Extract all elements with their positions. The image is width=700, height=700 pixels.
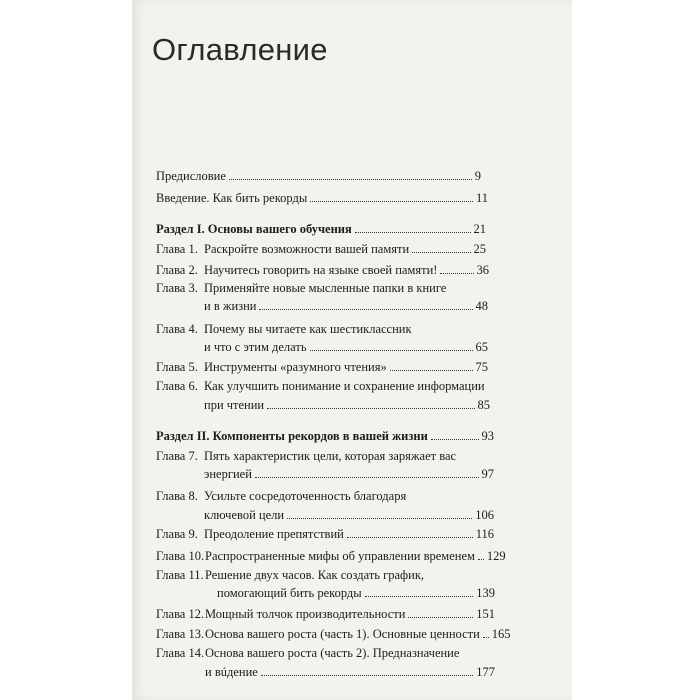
toc-chapter-label: Глава 1. bbox=[156, 242, 198, 256]
toc-entry bbox=[156, 645, 459, 661]
toc-section bbox=[156, 220, 486, 236]
toc-page-number: 48 bbox=[475, 299, 488, 313]
toc-entry-title: Основа вашего роста (часть 1). Основные ценности bbox=[205, 627, 480, 641]
toc-entry-title: Предисловие bbox=[156, 169, 226, 183]
toc-entry-continuation bbox=[217, 584, 495, 600]
toc-page-number: 93 bbox=[481, 429, 494, 443]
toc-entry bbox=[156, 625, 511, 641]
toc-entry-title: Введение. Как бить рекорды bbox=[156, 191, 308, 205]
toc-chapter-label: Глава 4. bbox=[156, 322, 198, 336]
dot-leader bbox=[347, 525, 473, 538]
toc-entry-continuation bbox=[204, 338, 488, 354]
dot-leader bbox=[483, 625, 489, 638]
toc-chapter-label: Глава 7. bbox=[156, 449, 198, 463]
toc-entry-title: Как улучшить понимание и сохранение информации bbox=[204, 379, 485, 393]
toc-section-title: Раздел II. Компоненты рекордов в вашей жизни bbox=[156, 429, 428, 443]
toc-chapter-label: Глава 14. bbox=[156, 646, 205, 660]
dot-leader bbox=[440, 261, 473, 274]
toc-entry-title: Раскройте возможности вашей памяти bbox=[204, 242, 410, 256]
dot-leader bbox=[390, 358, 473, 371]
toc-entry bbox=[156, 605, 495, 621]
toc-entry-title-cont: помогающий бить рекорды bbox=[217, 586, 362, 600]
toc-page-number: 65 bbox=[475, 340, 488, 354]
dot-leader bbox=[310, 189, 473, 202]
dot-leader bbox=[261, 663, 473, 676]
toc-entry-title: Основа вашего роста (часть 2). Предназначение bbox=[205, 646, 460, 660]
dot-leader bbox=[355, 220, 471, 233]
toc-page-number: 116 bbox=[475, 527, 494, 541]
toc-entry bbox=[156, 567, 424, 583]
toc-chapter-label: Глава 5. bbox=[156, 360, 198, 374]
toc-entry-title: Пять характеристик цели, которая заряжает вас bbox=[204, 449, 457, 463]
toc-page-number: 139 bbox=[476, 586, 495, 600]
toc-chapter-label: Глава 9. bbox=[156, 527, 198, 541]
toc-page-number: 165 bbox=[491, 627, 511, 641]
dot-leader bbox=[259, 297, 472, 310]
toc-entry bbox=[156, 321, 412, 337]
toc-section-title: Раздел I. Основы вашего обучения bbox=[156, 222, 352, 236]
toc-entry bbox=[156, 189, 488, 205]
toc-entry-title: Почему вы читаете как шестиклассник bbox=[204, 322, 412, 336]
toc-entry-title-cont: и что с этим делать bbox=[204, 340, 307, 354]
toc-entry bbox=[156, 358, 488, 374]
toc-chapter-label: Глава 3. bbox=[156, 281, 198, 295]
toc-entry-title: Распространенные мифы об управлении временем bbox=[205, 549, 475, 563]
dot-leader bbox=[365, 584, 474, 597]
toc-entry-title-cont: при чтении bbox=[204, 398, 265, 412]
toc-chapter-label: Глава 13. bbox=[156, 627, 205, 641]
dot-leader bbox=[412, 240, 470, 253]
toc-entry-title-cont: и в жизни bbox=[204, 299, 257, 313]
toc-entry-continuation bbox=[205, 663, 495, 679]
toc-page-number: 129 bbox=[486, 549, 506, 563]
toc-entry-title-cont: и вúдение bbox=[205, 665, 258, 679]
dot-leader bbox=[267, 396, 474, 409]
toc-chapter-label: Глава 10. bbox=[156, 549, 205, 563]
toc-page-number: 75 bbox=[475, 360, 488, 374]
toc-entry bbox=[156, 547, 506, 563]
toc-entry-continuation bbox=[204, 297, 488, 313]
toc-entry bbox=[156, 378, 485, 394]
toc-page-number: 106 bbox=[475, 508, 494, 522]
toc-entry bbox=[156, 167, 481, 183]
toc-entry bbox=[156, 525, 494, 541]
dot-leader bbox=[431, 427, 479, 440]
toc-page-number: 25 bbox=[473, 242, 486, 256]
dot-leader bbox=[255, 465, 479, 478]
toc-entry-title: Преодоление препятствий bbox=[204, 527, 344, 541]
toc-entry-continuation bbox=[204, 465, 494, 481]
dot-leader bbox=[408, 605, 473, 618]
toc-page-number: 97 bbox=[481, 467, 494, 481]
toc-entry bbox=[156, 261, 489, 277]
dot-leader bbox=[287, 506, 472, 519]
toc-entry-continuation bbox=[204, 396, 490, 412]
toc-page-number: 9 bbox=[474, 169, 481, 183]
toc-entry-title-cont: ключевой цели bbox=[204, 508, 285, 522]
toc-entry-title-cont: энергией bbox=[204, 467, 252, 481]
toc-page-number: 11 bbox=[475, 191, 488, 205]
toc-section bbox=[156, 427, 494, 443]
toc-entry bbox=[156, 488, 406, 504]
toc-page-number: 21 bbox=[473, 222, 486, 236]
toc-page-number: 151 bbox=[476, 607, 495, 621]
toc-page-number: 85 bbox=[477, 398, 490, 412]
toc-chapter-label: Глава 12. bbox=[156, 607, 205, 621]
dot-leader bbox=[310, 338, 473, 351]
toc-entry-title: Усильте сосредоточенность благодаря bbox=[204, 489, 407, 503]
toc-entry-title: Научитесь говорить на языке своей памяти! bbox=[204, 263, 438, 277]
toc-entry-continuation bbox=[204, 506, 494, 522]
dot-leader bbox=[478, 547, 484, 560]
toc-chapter-label: Глава 6. bbox=[156, 379, 198, 393]
toc-entry bbox=[156, 448, 456, 464]
toc-chapter-label: Глава 2. bbox=[156, 263, 198, 277]
toc-chapter-label: Глава 11. bbox=[156, 568, 204, 582]
toc-entry-title: Инструменты «разумного чтения» bbox=[204, 360, 387, 374]
toc-entry-title: Решение двух часов. Как создать график, bbox=[205, 568, 425, 582]
page-title: Оглавление bbox=[152, 32, 328, 67]
toc-entry-title: Мощный толчок производительности bbox=[205, 607, 406, 621]
toc-chapter-label: Глава 8. bbox=[156, 489, 198, 503]
toc-entry bbox=[156, 240, 486, 256]
dot-leader bbox=[229, 167, 472, 180]
toc-entry bbox=[156, 280, 446, 296]
toc-entry-title: Применяйте новые мысленные папки в книге bbox=[204, 281, 447, 295]
toc-page-number: 36 bbox=[476, 263, 489, 277]
toc-page-number: 177 bbox=[476, 665, 495, 679]
